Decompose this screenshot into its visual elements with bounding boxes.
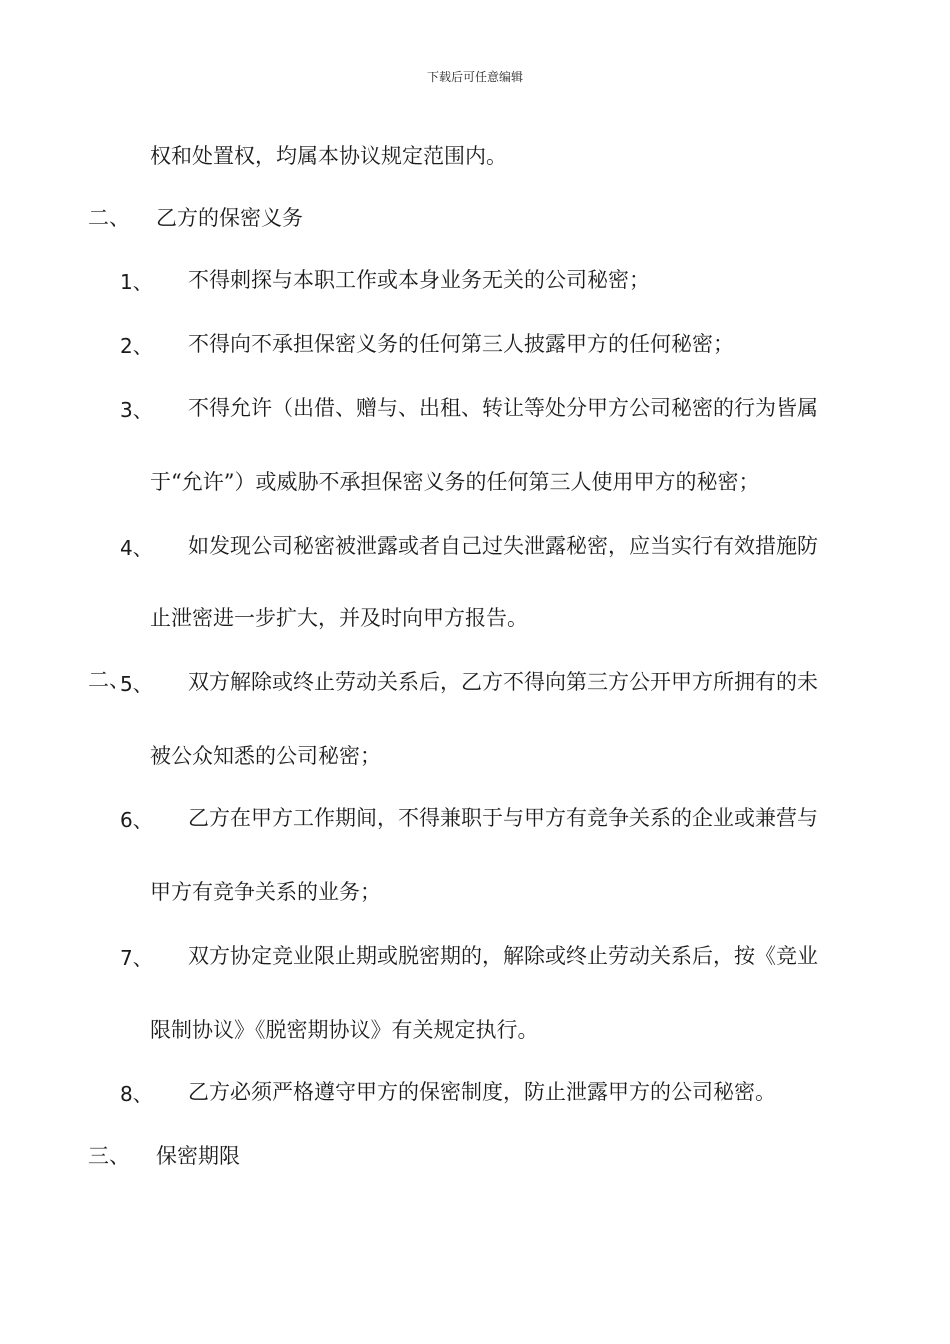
section-number: 二、 — [88, 668, 130, 692]
item-text: 不得向不承担保密义务的任何第三人披露甲方的任何秘密； — [188, 332, 734, 356]
item-text-continuation: 止泄密进一步扩大，并及时向甲方报告。 — [150, 606, 528, 630]
item-text-continuation: 甲方有竞争关系的业务； — [150, 880, 381, 904]
section-number: 二、 — [88, 206, 130, 230]
item-text: 双方解除或终止劳动关系后，乙方不得向第三方公开甲方所拥有的未 — [188, 670, 818, 694]
item-text-continuation: 于“允许”）或威胁不承担保密义务的任何第三人使用甲方的秘密； — [150, 470, 760, 494]
header-note: 下载后可任意编辑 — [426, 70, 523, 84]
item-text: 不得允许（出借、赠与、出租、转让等处分甲方公司秘密的行为皆属 — [188, 396, 818, 420]
item-text: 双方协定竞业限止期或脱密期的，解除或终止劳动关系后，按《竞业 — [188, 944, 818, 968]
item-number: 4、 — [120, 536, 153, 560]
item-number: 5、 — [120, 672, 153, 696]
item-text: 乙方必须严格遵守甲方的保密制度，防止泄露甲方的公司秘密。 — [188, 1080, 776, 1104]
item-number: 1、 — [120, 270, 153, 294]
section-number: 三、 — [88, 1144, 130, 1168]
item-number: 7、 — [120, 946, 153, 970]
item-text: 乙方在甲方工作期间，不得兼职于与甲方有竞争关系的企业或兼营与 — [188, 806, 818, 830]
item-text-continuation: 被公众知悉的公司秘密； — [150, 744, 381, 768]
continuation-line: 权和处置权，均属本协议规定范围内。 — [150, 144, 507, 168]
item-text: 不得刺探与本职工作或本身业务无关的公司秘密； — [188, 268, 650, 292]
section-title: 乙方的保密义务 — [156, 206, 303, 230]
item-number: 8、 — [120, 1082, 153, 1106]
item-number: 3、 — [120, 398, 153, 422]
item-number: 6、 — [120, 808, 153, 832]
item-text: 如发现公司秘密被泄露或者自己过失泄露秘密，应当实行有效措施防 — [188, 534, 818, 558]
item-text-continuation: 限制协议》《脱密期协议》有关规定执行。 — [150, 1018, 539, 1042]
section-title: 保密期限 — [156, 1144, 240, 1168]
item-number: 2、 — [120, 334, 153, 358]
